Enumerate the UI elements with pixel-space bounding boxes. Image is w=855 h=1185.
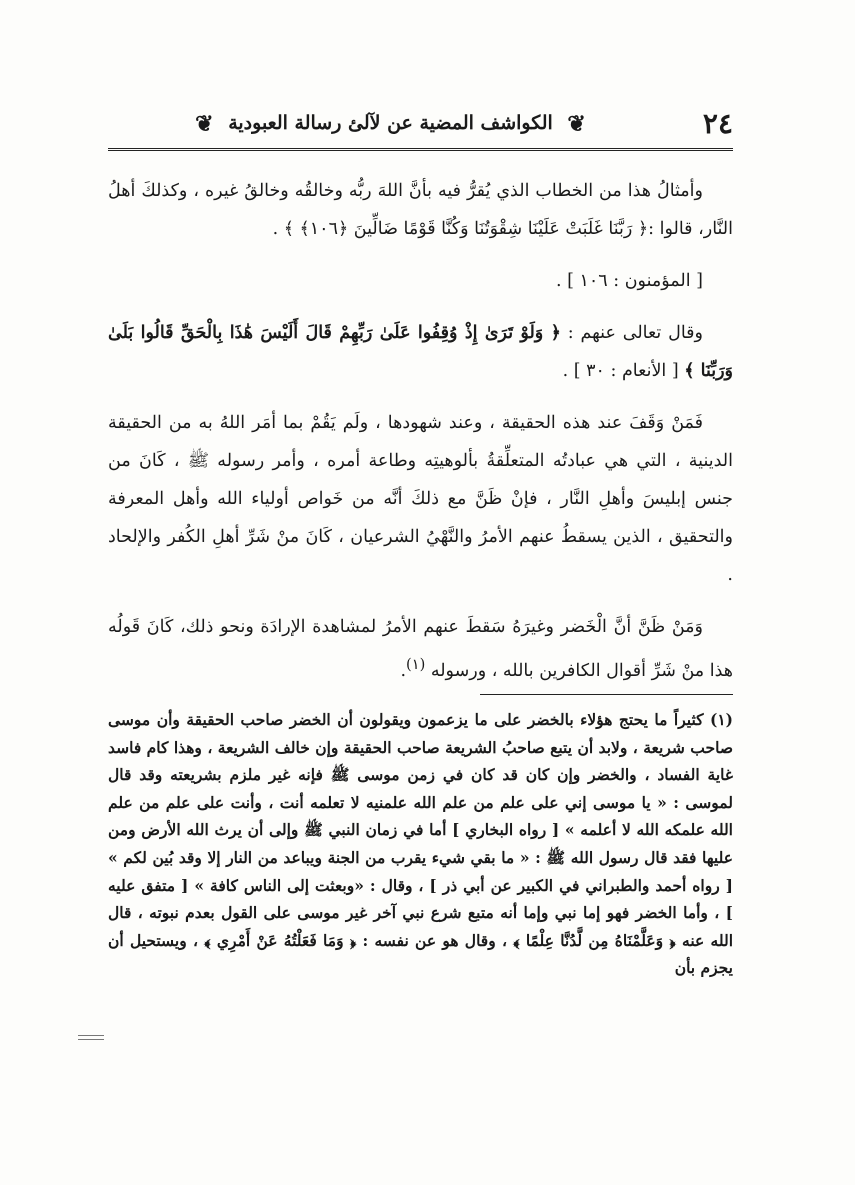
footnote-marker: (١) bbox=[406, 656, 426, 673]
paragraph-2-reference: [ الأنعام : ٣٠ ] . bbox=[562, 361, 679, 381]
paragraph-2 bbox=[108, 314, 733, 390]
page-header bbox=[108, 103, 733, 151]
footnote-1: (١) كثيراً ما يحتج هؤلاء بالخضر على ما يزعمون ويقولون أن الخضر صاحب الحقيقة وأن موسى صاحب شريعة ، ولابد أن يتبع صاحبُ الشريعة صاحب الحقيقة وإن خالف الشريعة ، وهذا كام فاسد غاية الفساد ، والخضر وإن كان قد كان في زمن موسى ﷺ فإنه غير ملزم بشريعته وقد قال لموسى : « يا موسى إني على علم من علم الله علمنيه لا تعلمه أنت ، وأنت على علم من علم الله علمكه الله لا أعلمه » [ رواه البخاري ] أما في زمان النبي ﷺ وإلى أن يرث الله الأرض ومن عليها فقد قال رسول الله ﷺ : « ما بقي شيء يقرب من الجنة ويباعد من النار إلا وقد بُين لكم » [ رواه أحمد والطبراني في الكبير عن أبي ذر ] ، وقال : «وبعثت إلى الناس كافة » [ متفق عليه ] ، وأما الخضر فهو إما نبي وإما أنه متبع شرع نبي آخر غير موسى على القول بعدم نبوته ، قال الله عنه ﴿ وَعَلَّمْنَاهُ مِن لَّدُنَّا عِلْمًا ﴾ ، وقال هو عن نفسه : ﴿ وَمَا فَعَلْتُهُ عَنْ أَمْرِي ﴾ ، ويستحيل أن يجزم بأن bbox=[108, 710, 733, 978]
paragraph-2-intro: وقال تعالى عنهم : bbox=[560, 323, 704, 343]
footnotes bbox=[108, 706, 733, 982]
ornament-right-icon: ❦ bbox=[567, 111, 586, 137]
page-number: ٢٤ bbox=[702, 107, 733, 140]
footnote-separator bbox=[480, 694, 733, 695]
paragraph-1-reference: [ المؤمنون : ١٠٦ ] . bbox=[555, 271, 703, 291]
quran-quote: ﴿ وَلَوْ تَرَىٰ إِذْ وُقِفُوا عَلَىٰ رَبِّهِمْ قَالَ أَلَيْسَ هَٰذَا بِالْحَقِّ قَالُوا بَلَىٰ وَرَبِّنَا ﴾ bbox=[108, 323, 733, 381]
paragraph-4-text: وَمَنْ ظَنَّ أنَّ الْخَضر وغيرَهُ سَقطَ عنهم الأمرُ لمشاهدة الإرادَة ونحو ذلك، كَانَ قَولُه هذا منْ شَرِّ أقوال الكافرين بالله ، ورسوله bbox=[108, 617, 733, 681]
ornament-left-icon: ❦ bbox=[195, 111, 214, 137]
paragraph-3: فَمَنْ وَقَفَ عند هذه الحقيقة ، وعند شهودها ، ولَم يَقُمْ بما أمَر اللهُ به من الحقيقة الدينية ، التي هي عبادتُه المتعلِّقةُ بألوهيتِه وطاعة أمره ، وأمر رسوله ﷺ ، كَانَ من جنس إبليسَ وأهلِ النَّار ، فإنْ ظَنَّ مع ذلكَ أنَّه من خَواص أولياء الله وأهل المعرفة والتحقيق ، الذين يسقطُ عنهم الأمرُ والنَّهْيُ الشرعيان ، كَانَ منْ شَرِّ أهلِ الكُفر والإلحاد . bbox=[108, 413, 733, 585]
paragraph-1-text: وأمثالُ هذا من الخطاب الذي يُقرُّ فيه بأنَّ اللهَ ربُّه وخالقُه وخالقُ غيره ، وكذلكَ أهلُ النَّار، قالوا :﴿ رَبَّنَا غَلَبَتْ عَلَيْنَا شِقْوَتُنَا وَكُنَّا قَوْمًا ضَالِّينَ ﴿١٠٦﴾ ﴾ . bbox=[108, 181, 733, 239]
header-rule bbox=[108, 148, 733, 151]
paragraph-4: وَمَنْ ظَنَّ أنَّ الْخَضر وغيرَهُ سَقطَ عنهم الأمرُ لمشاهدة الإرادَة ونحو ذلك، كَانَ قَولُه هذا منْ شَرِّ أقوال الكافرين بالله ، ورسوله $^{(١)}$. bbox=[108, 617, 733, 681]
paragraph-1 bbox=[108, 172, 733, 248]
running-title bbox=[108, 111, 673, 137]
margin-mark bbox=[78, 1035, 104, 1040]
main-text bbox=[108, 172, 733, 690]
running-title-text: الكواشف المضية عن لآلئ رسالة العبودية bbox=[228, 112, 553, 134]
